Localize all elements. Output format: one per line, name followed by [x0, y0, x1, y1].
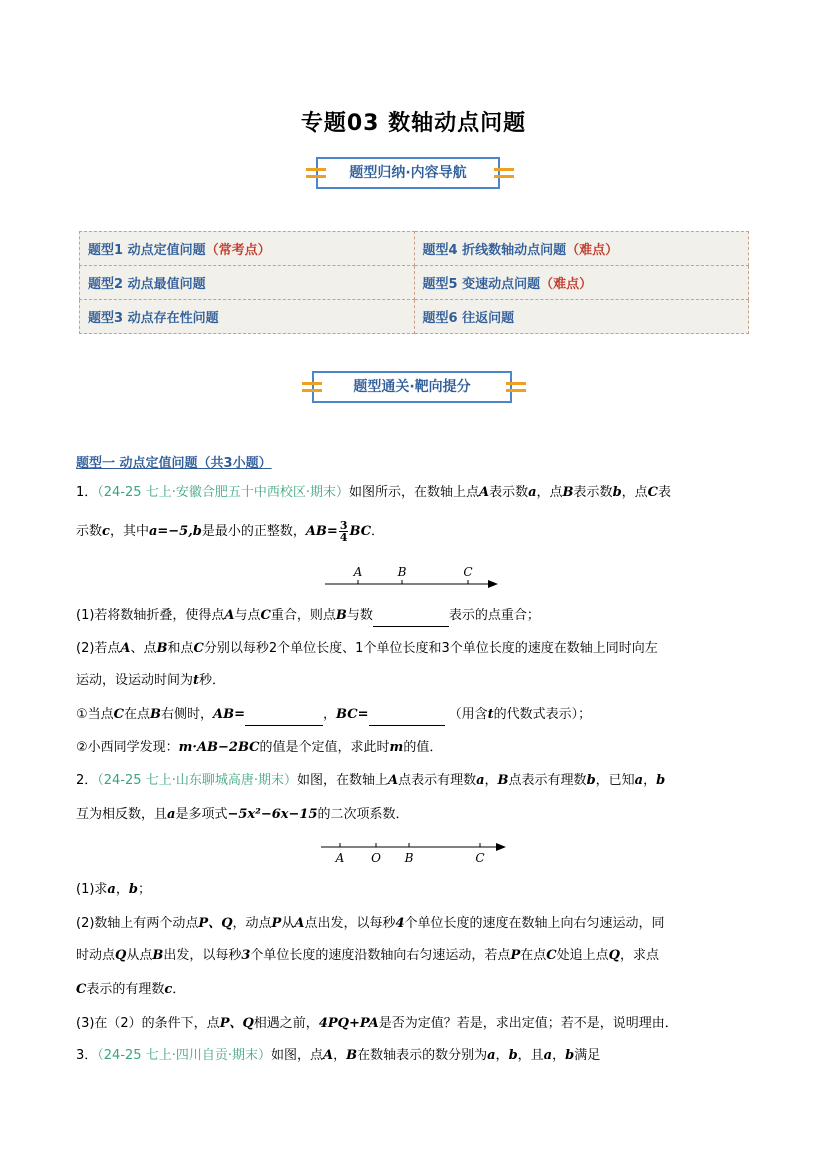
- q2-line2: 互为相反数，且a是多项式−5x²−6x−15的二次项系数．: [76, 807, 409, 822]
- section-heading: 题型一 动点定值问题（共3小题）: [76, 456, 272, 471]
- nav-row: [80, 300, 749, 334]
- answer-blank[interactable]: [369, 705, 445, 726]
- topic-nav-table: [79, 231, 749, 334]
- axis-label: C: [463, 565, 473, 579]
- banner-deco: [306, 168, 326, 171]
- q2-number-line: [318, 836, 513, 866]
- banner-deco: [306, 175, 326, 178]
- nav-banner-text: 题型归纳·内容导航: [349, 165, 467, 181]
- axis-label: A: [335, 851, 345, 865]
- answer-blank[interactable]: [245, 705, 323, 726]
- q1-part2: (2)若点A、点B和点C分别以每秒2个单位长度、1个单位长度和3个单位长度的速度在数轴上同时向左: [76, 641, 658, 656]
- nav-cell[interactable]: 题型3 动点存在性问题: [80, 300, 415, 334]
- q1-line1: 1．（24-25 七上·安徽合肥五十中西校区·期末）如图所示，在数轴上点A表示数a，点B表示数b，点C表: [76, 485, 672, 500]
- q2-part2-cont: 时动点Q从点B出发，以每秒3个单位长度的速度沿数轴向右匀速运动，若点P在点C处追上点Q，求点: [76, 948, 659, 963]
- q2-part2-end: C表示的有理数c．: [76, 982, 186, 997]
- nav-cell[interactable]: 题型1 动点定值问题（常考点）: [80, 232, 415, 266]
- q2-line1: 2．（24-25 七上·山东聊城高唐·期末）如图，在数轴上A点表示有理数a，B点表示有理数b，已知a，b: [76, 773, 666, 788]
- banner-deco: [302, 382, 322, 385]
- answer-blank[interactable]: [373, 606, 449, 627]
- q3-line1: 3．（24-25 七上·四川自贡·期末）如图，点A，B在数轴表示的数分别为a，b，且a，b满足: [76, 1048, 601, 1063]
- drill-banner-text: 题型通关·靶向提分: [353, 379, 471, 395]
- drill-banner: [312, 371, 512, 403]
- nav-cell[interactable]: 题型5 变速动点问题（难点）: [414, 266, 749, 300]
- banner-deco: [494, 168, 514, 171]
- q1-part2-cont: 运动，设运动时间为t秒．: [76, 673, 226, 688]
- axis-label: O: [371, 851, 381, 865]
- axis-label: B: [404, 851, 414, 865]
- axis-label: A: [353, 565, 363, 579]
- banner-deco: [302, 389, 322, 392]
- nav-banner: [316, 157, 500, 189]
- nav-cell[interactable]: 题型6 往返问题: [414, 300, 749, 334]
- q1-line2: 示数c，其中a=−5,b是最小的正整数，AB= $\frac{3}{4}$ BC．: [76, 519, 385, 544]
- banner-deco: [506, 382, 526, 385]
- q1-number-line: [320, 563, 505, 593]
- q1-part1: (1)若将数轴折叠，使得点A与点C重合，则点B与数 表示的点重合；: [76, 606, 540, 627]
- nav-cell[interactable]: 题型2 动点最值问题: [80, 266, 415, 300]
- banner-deco: [506, 389, 526, 392]
- q2-part2: (2)数轴上有两个动点P、Q，动点P从A点出发，以每秒4个单位长度的速度在数轴上向右匀速运动，同: [76, 916, 665, 931]
- page-title: 专题03 数轴动点问题: [300, 111, 527, 136]
- banner-deco: [494, 175, 514, 178]
- q2-part3: (3)在（2）的条件下，点P、Q相遇之前，4PQ+PA是否为定值？若是，求出定值；若不是，说明理由．: [76, 1016, 678, 1031]
- q1-sub2: ②小西同学发现：m·AB−2BC的值是个定值，求此时m的值．: [76, 740, 443, 755]
- nav-cell[interactable]: 题型4 折线数轴动点问题（难点）: [414, 232, 749, 266]
- axis-label: B: [397, 565, 407, 579]
- nav-row: [80, 266, 749, 300]
- q2-part1: (1)求a，b；: [76, 882, 151, 897]
- q1-sub1: ①当点C在点B右侧时，AB= ，BC= （用含t的代数式表示）；: [76, 705, 591, 726]
- fraction: $\frac{3}{4}$: [339, 519, 348, 544]
- nav-row: [80, 232, 749, 266]
- axis-label: C: [475, 851, 485, 865]
